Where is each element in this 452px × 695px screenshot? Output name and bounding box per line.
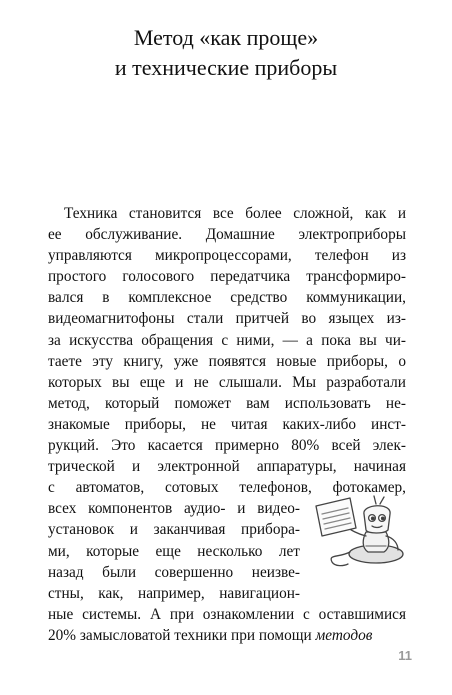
text-line-last-italic: методов <box>315 626 373 644</box>
chapter-title-line-1: Метод «как проще» <box>133 25 319 50</box>
text-line-last-plain: 20% замысловатой техники при помощи <box>48 626 316 644</box>
text-line: назад были совершенно неизве- <box>48 563 300 581</box>
text-line: которых вы еще и не слышали. Мы разработали <box>48 373 406 391</box>
text-line: трической и электронной аппаратуры, начиная <box>48 458 406 476</box>
text-line-last <box>48 625 406 646</box>
text-line: ее обслуживание. Домашние электроприборы <box>48 226 406 244</box>
text-line: за искусства обращения с ними, — а пока вы чи- <box>48 331 406 349</box>
text-line: Техника становится все более сложной, как и <box>64 205 406 222</box>
text-line: управляются микропроцессорами, телефон из <box>48 247 406 265</box>
text-line: рукций. Это касается примерно 80% всей элек- <box>48 437 406 455</box>
cartoon-character-reading-manual-icon <box>310 488 405 570</box>
page-number: 11 <box>398 648 412 663</box>
text-line: стны, как, например, навигацион- <box>48 584 300 602</box>
text-line: ми, которые еще несколько лет <box>48 542 300 560</box>
text-line: всех компонентов аудио- и видео- <box>48 500 300 518</box>
text-line: простого голосового передатчика трансформиро- <box>48 268 406 286</box>
text-line: таете эту книгу, уже появятся новые приборы, о <box>48 352 406 370</box>
chapter-title <box>60 23 392 83</box>
text-line: с автоматов, сотовых телефонов, фотокамер, <box>48 479 406 497</box>
chapter-title-line-2: и технические приборы <box>114 55 338 80</box>
text-line: видеомагнитофоны стали притчей во языцех из- <box>48 310 406 328</box>
text-line: знакомые приборы, не читая каких-либо инст- <box>48 415 406 433</box>
text-line: вался в комплексное средство коммуникации, <box>48 289 406 307</box>
text-line: ные системы. А при ознакомлении с оставшимися <box>48 605 406 623</box>
text-line: установок и заканчивая прибора- <box>48 521 300 539</box>
text-line: метод, который поможет вам использовать не- <box>48 394 406 412</box>
body-paragraph <box>48 203 406 646</box>
